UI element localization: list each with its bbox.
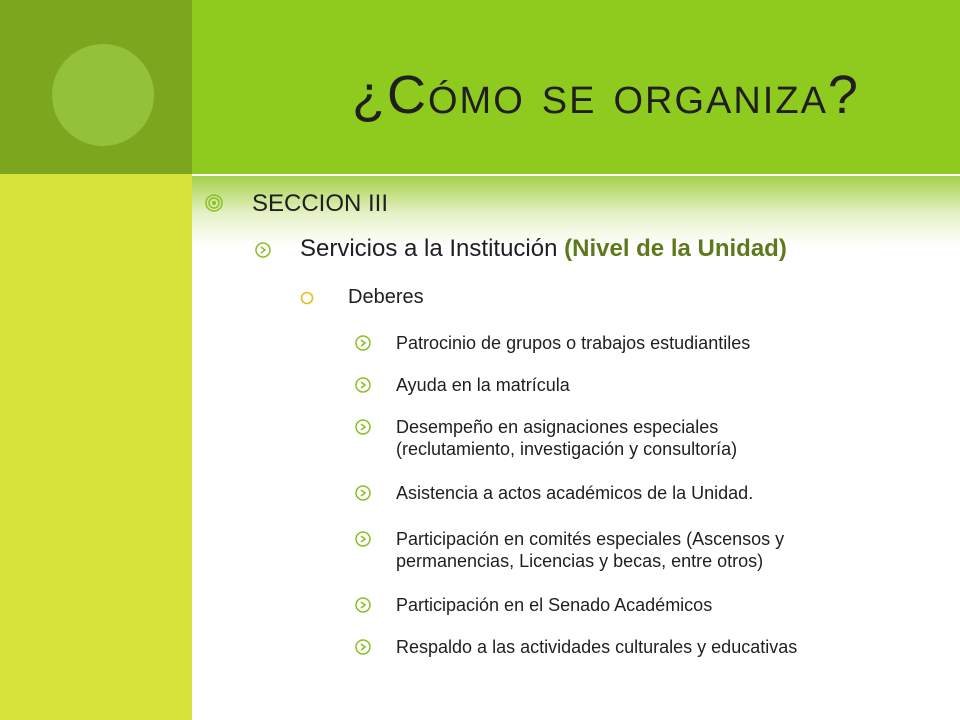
chevron-circle-bullet-icon <box>355 639 371 655</box>
duty-item-line1: Ayuda en la matrícula <box>396 375 570 395</box>
chevron-circle-bullet-icon <box>355 485 371 501</box>
sidebar-light-block <box>0 174 192 720</box>
bullet-level2-main: Servicios a la Institución <box>300 235 558 262</box>
duty-item-line1: Participación en comités especiales (Ascensos y <box>396 529 785 549</box>
duty-item-text <box>396 594 956 616</box>
duty-item-line2: permanencias, Licencias y becas, entre otros) <box>396 551 764 571</box>
slide-title: ¿Cómo se organiza? <box>352 65 860 125</box>
duty-item-text <box>396 482 956 504</box>
bullet-level2-highlight: (Nivel de la Unidad) <box>564 235 787 262</box>
chevron-circle-bullet-icon <box>355 335 371 351</box>
duty-item-text <box>396 528 956 572</box>
chevron-circle-bullet-icon <box>255 242 271 258</box>
duty-item-line1: Desempeño en asignaciones especiales <box>396 417 719 437</box>
chevron-circle-bullet-icon <box>355 531 371 547</box>
ring-bullet-icon <box>300 291 314 305</box>
chevron-circle-bullet-icon <box>355 377 371 393</box>
bullet-level3-text: Deberes <box>348 286 424 308</box>
duty-item-line1: Asistencia a actos académicos de la Unidad. <box>396 483 754 503</box>
duty-item-text <box>396 636 956 658</box>
bullet-level1-text: SECCION III <box>252 190 389 217</box>
target-bullet-icon <box>205 194 223 212</box>
chevron-circle-bullet-icon <box>355 419 371 435</box>
duty-item-text <box>396 332 956 354</box>
duty-item-line1: Patrocinio de grupos o trabajos estudiantiles <box>396 333 751 353</box>
duty-item-line1: Respaldo a las actividades culturales y educativas <box>396 637 798 657</box>
bullet-level2-text <box>300 235 787 263</box>
duty-item-text <box>396 416 956 460</box>
duty-item-text <box>396 374 956 396</box>
duty-item-line1: Participación en el Senado Académicos <box>396 595 713 615</box>
decorative-circle <box>52 44 154 146</box>
chevron-circle-bullet-icon <box>355 597 371 613</box>
duty-item-line2: (reclutamiento, investigación y consultoría) <box>396 439 738 459</box>
